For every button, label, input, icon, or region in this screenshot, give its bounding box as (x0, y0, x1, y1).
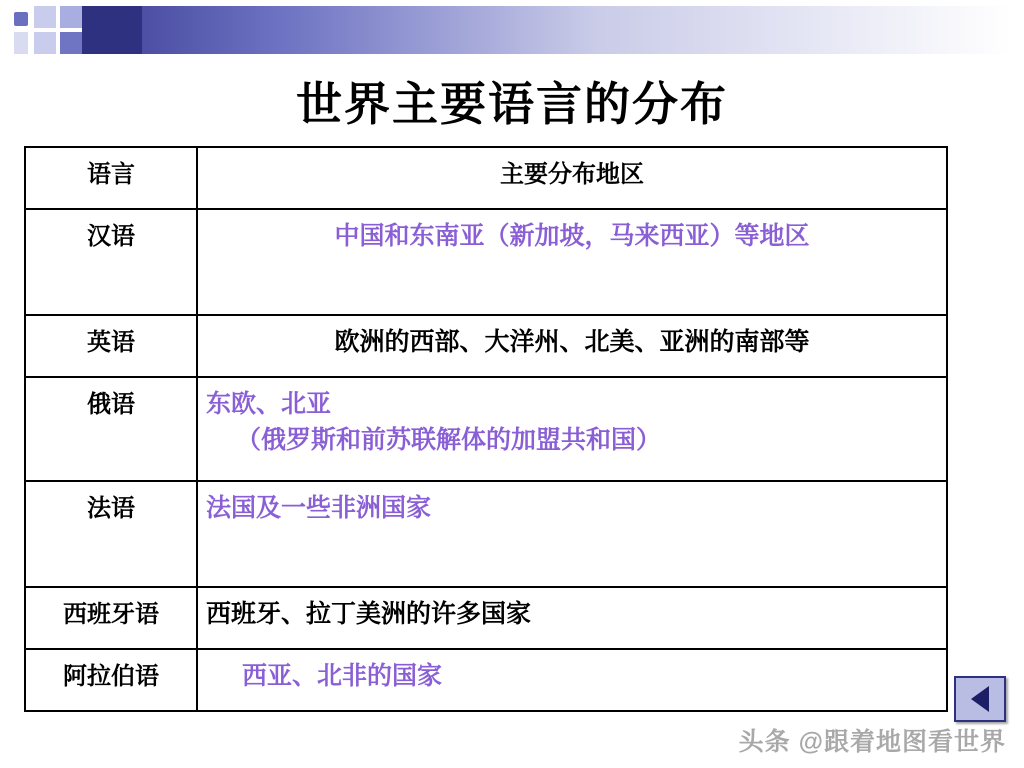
row-region-line: 西亚、北非的国家 (242, 662, 443, 690)
table-header-row (25, 147, 947, 209)
row-region-line: （俄罗斯和前苏联解体的加盟共和国） (236, 426, 662, 454)
row-region (197, 209, 947, 315)
row-region (197, 315, 947, 377)
row-region-line: 法国及一些非洲国家 (206, 494, 432, 522)
previous-slide-button[interactable] (954, 676, 1006, 722)
language-distribution-table (24, 146, 948, 712)
row-region (197, 587, 947, 649)
row-language: 英语 (25, 315, 197, 377)
row-region-line: 西班牙、拉丁美洲的许多国家 (206, 600, 532, 628)
row-region-line: 中国和东南亚（新加坡，马来西亚）等地区 (334, 222, 810, 250)
watermark: 头条 @跟着地图看世界 (738, 728, 1006, 756)
logo-square-4 (60, 6, 82, 28)
logo-square-5 (60, 32, 82, 54)
row-region (197, 649, 947, 711)
header-gradient-band (82, 6, 1012, 54)
table-row (25, 377, 947, 481)
row-language: 汉语 (25, 209, 197, 315)
table-row (25, 649, 947, 711)
table-row (25, 587, 947, 649)
table-row (25, 481, 947, 587)
row-language: 西班牙语 (25, 587, 197, 649)
row-region-line: 欧洲的西部、大洋州、北美、亚洲的南部等 (334, 328, 810, 356)
row-language: 法语 (25, 481, 197, 587)
table-row (25, 209, 947, 315)
row-region-line: 东欧、北亚 (206, 390, 332, 418)
header-band-accent (82, 6, 142, 54)
row-language: 阿拉伯语 (25, 649, 197, 711)
row-region (197, 377, 947, 481)
logo-square-3 (34, 32, 56, 54)
table-row (25, 315, 947, 377)
row-language: 俄语 (25, 377, 197, 481)
page-title: 世界主要语言的分布 (296, 78, 728, 130)
logo-square-6 (14, 32, 28, 54)
table-header-region: 主要分布地区 (197, 147, 947, 209)
logo-square-1 (14, 12, 28, 26)
table-header-language: 语言 (25, 147, 197, 209)
row-region (197, 481, 947, 587)
triangle-left-icon (971, 686, 989, 712)
logo-square-2 (34, 6, 56, 28)
